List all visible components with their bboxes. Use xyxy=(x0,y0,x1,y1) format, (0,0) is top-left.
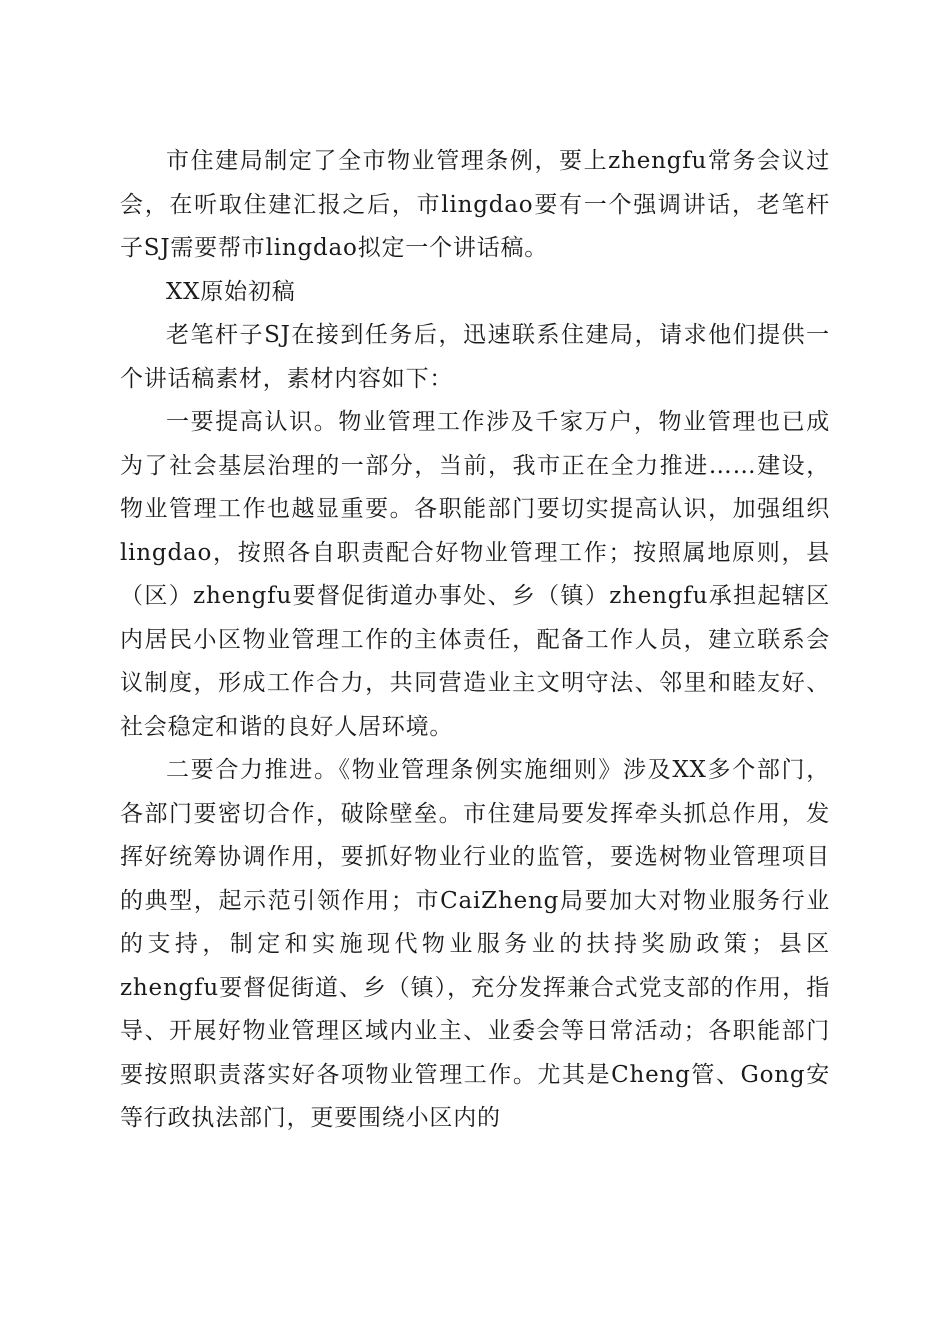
paragraph-draft-heading: XX原始初稿 xyxy=(166,278,296,305)
document-page xyxy=(120,140,830,1141)
paragraph-point-two: 二要合力推进。《物业管理条例实施细则》涉及XX多个部门，各部门要密切合作，破除壁垒。市住建局要发挥牵头抓总作用，发挥好统筹协调作用，要抓好物业行业的监管，要选树物业管理项目的典型，起示范引领作用；市CaiZheng局要加大对物业服务行业的支持，制定和实施现代物业服务业的扶持奖励政策；县区zhengfu要督促街道、乡（镇），充分发挥兼合式党支部的作用，指导、开展好物业管理区域内业主、业委会等日常活动；各职能部门要按照职责落实好各项物业管理工作。尤其是Cheng管、Gong安等行政执法部门，更要围绕小区内的 xyxy=(120,757,830,1131)
paragraph-material-request: 老笔杆子SJ在接到任务后，迅速联系住建局，请求他们提供一个讲话稿素材，素材内容如下： xyxy=(120,322,830,392)
paragraph-task-intro: 市住建局制定了全市物业管理条例，要上zhengfu常务会议过会，在听取住建汇报之后，市lingdao要有一个强调讲话，老笔杆子SJ需要帮市lingdao拟定一个讲话稿。 xyxy=(120,148,830,261)
paragraph-point-one: 一要提高认识。物业管理工作涉及千家万户，物业管理也已成为了社会基层治理的一部分，当前，我市正在全力推进……建设，物业管理工作也越显重要。各职能部门要切实提高认识，加强组织lingdao，按照各自职责配合好物业管理工作；按照属地原则，县（区）zhengfu要督促街道办事处、乡（镇）zhengfu承担起辖区内居民小区物业管理工作的主体责任，配备工作人员，建立联系会议制度，形成工作合力，共同营造业主文明守法、邻里和睦友好、社会稳定和谐的良好人居环境。 xyxy=(120,409,830,740)
